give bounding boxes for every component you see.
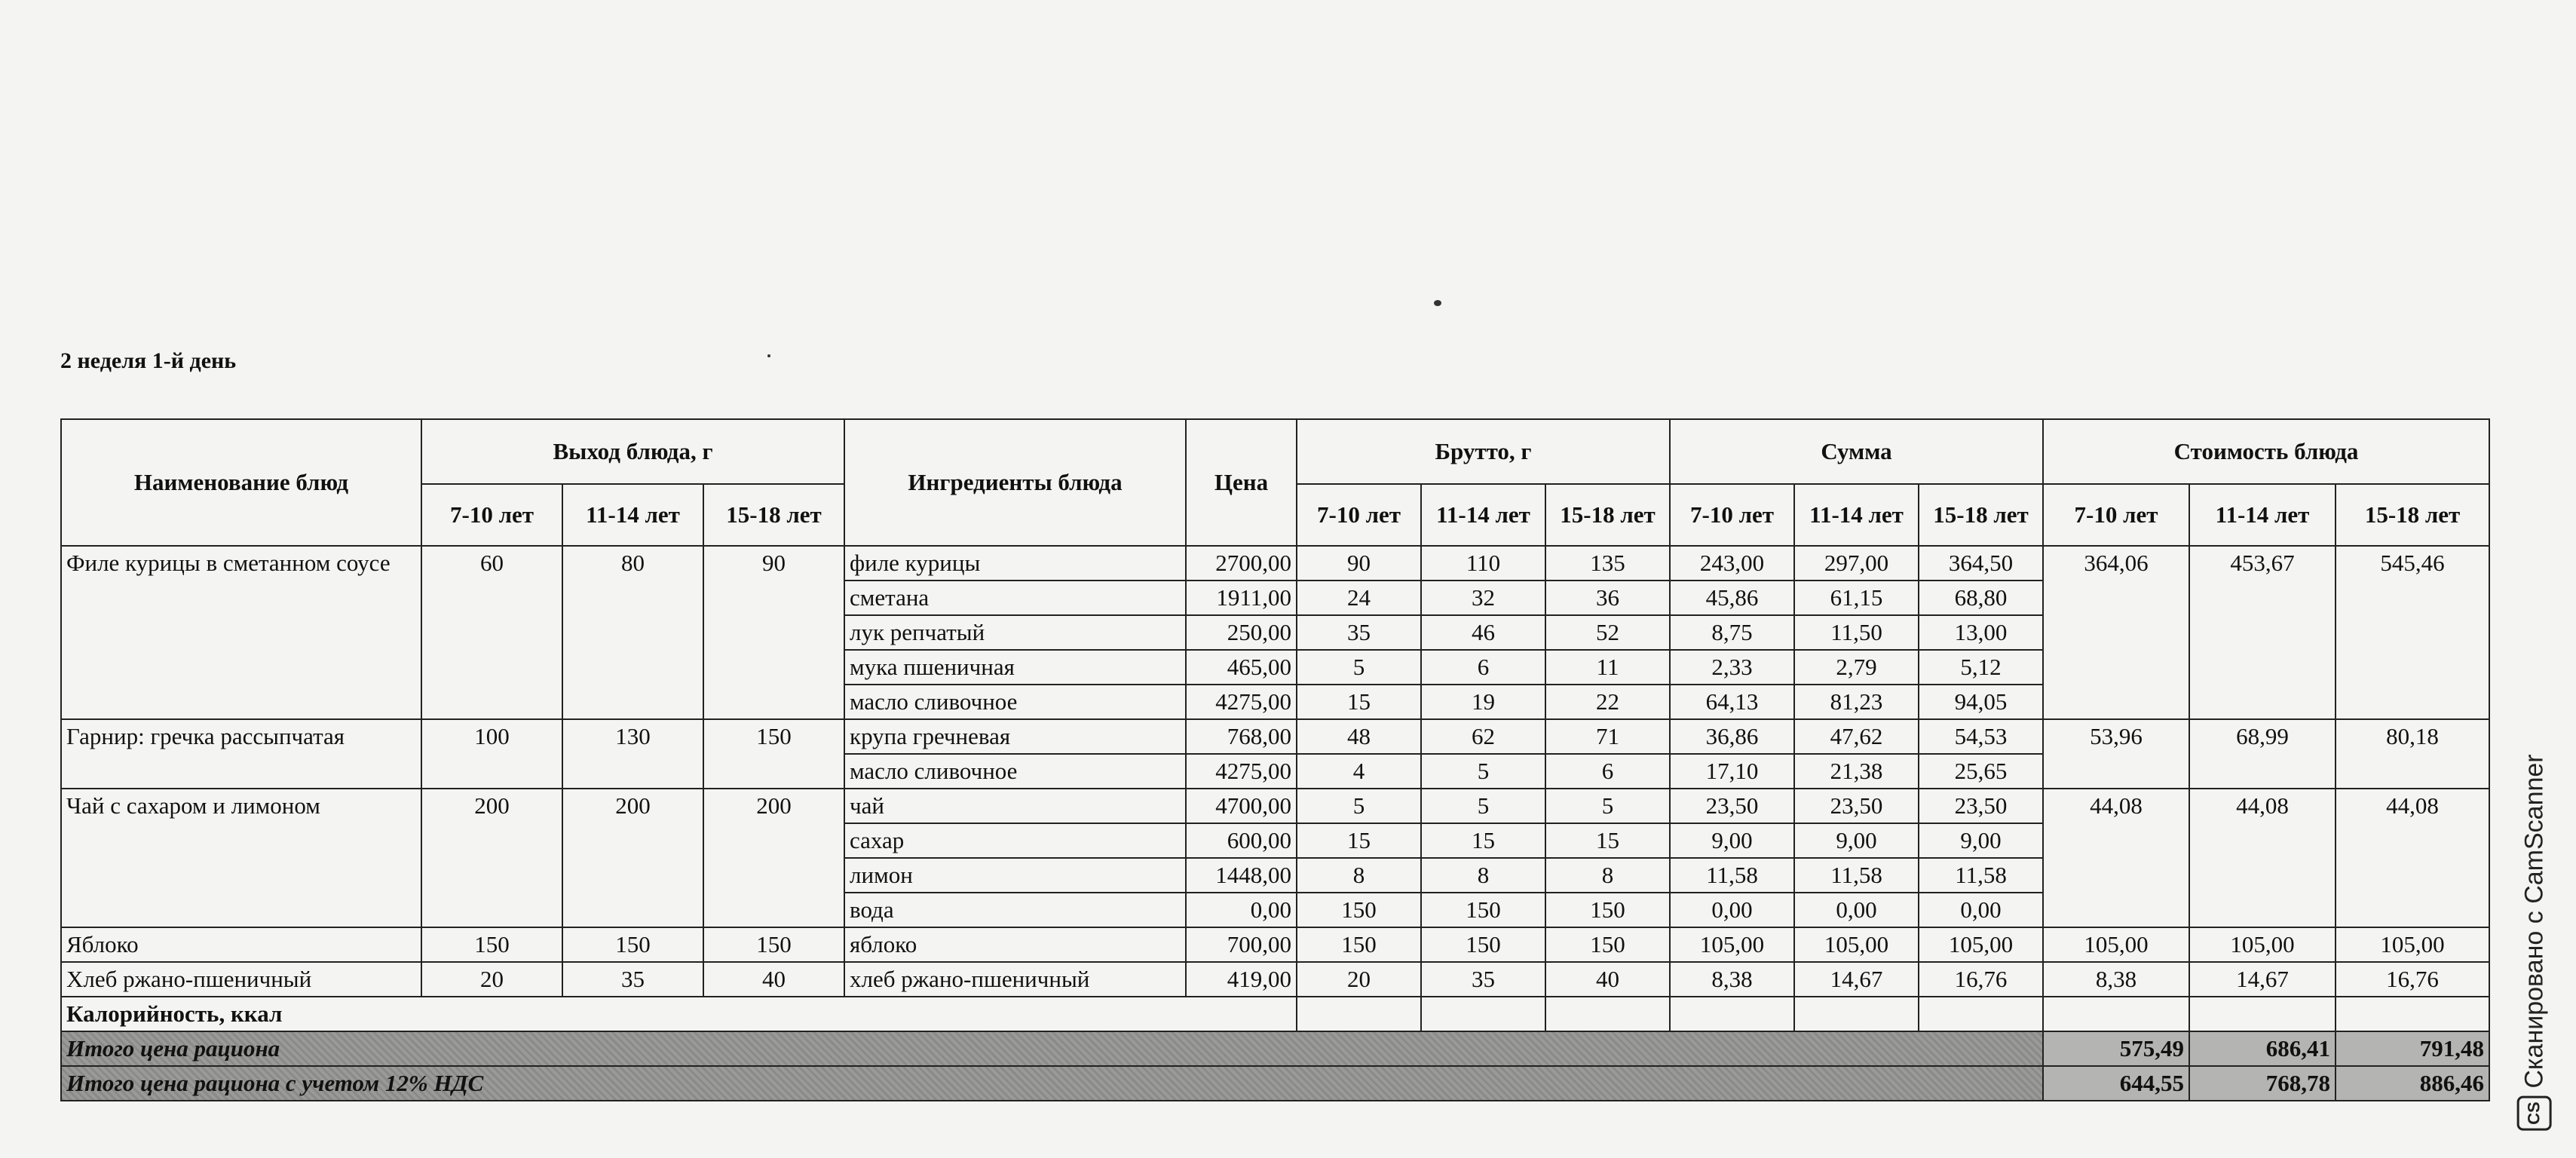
- dish-output: 150: [703, 927, 844, 962]
- ingredient-name: масло сливочное: [844, 754, 1186, 789]
- sum-cell: 2,33: [1670, 650, 1794, 685]
- header-age: 7-10 лет: [1670, 484, 1794, 546]
- dish-cost: 16,76: [2336, 962, 2489, 997]
- dish-output: 100: [421, 719, 562, 789]
- brutto-cell: 11: [1545, 650, 1670, 685]
- dish-cost: 105,00: [2336, 927, 2489, 962]
- dish-cost: 44,08: [2336, 789, 2489, 927]
- dish-output: 200: [703, 789, 844, 927]
- dish-output: 150: [421, 927, 562, 962]
- brutto-cell: 135: [1545, 546, 1670, 581]
- header-sum: Сумма: [1670, 419, 2043, 484]
- empty-cell: [1421, 997, 1545, 1031]
- dish-output: 80: [562, 546, 703, 719]
- header-age: 11-14 лет: [562, 484, 703, 546]
- sum-cell: 9,00: [1919, 823, 2043, 858]
- sum-cell: 25,65: [1919, 754, 2043, 789]
- sum-cell: 2,79: [1794, 650, 1919, 685]
- ingredient-price: 4275,00: [1186, 685, 1297, 719]
- brutto-cell: 150: [1297, 927, 1421, 962]
- brutto-cell: 6: [1421, 650, 1545, 685]
- sum-cell: 11,58: [1670, 858, 1794, 893]
- sum-cell: 16,76: [1919, 962, 2043, 997]
- header-cost: Стоимость блюда: [2043, 419, 2489, 484]
- brutto-cell: 15: [1545, 823, 1670, 858]
- header-age: 7-10 лет: [2043, 484, 2189, 546]
- brutto-cell: 5: [1421, 789, 1545, 823]
- dish-cost: 8,38: [2043, 962, 2189, 997]
- brutto-cell: 20: [1297, 962, 1421, 997]
- sum-cell: 105,00: [1794, 927, 1919, 962]
- empty-cell: [2189, 997, 2336, 1031]
- brutto-cell: 35: [1297, 615, 1421, 650]
- total-value: 686,41: [2189, 1031, 2336, 1066]
- header-age: 11-14 лет: [2189, 484, 2336, 546]
- dish-output: 90: [703, 546, 844, 719]
- ingredient-price: 768,00: [1186, 719, 1297, 754]
- header-age: 11-14 лет: [1794, 484, 1919, 546]
- sum-cell: 297,00: [1794, 546, 1919, 581]
- sum-cell: 54,53: [1919, 719, 2043, 754]
- ingredient-name: лимон: [844, 858, 1186, 893]
- sum-cell: 23,50: [1919, 789, 2043, 823]
- header-age: 11-14 лет: [1421, 484, 1545, 546]
- empty-cell: [2043, 997, 2189, 1031]
- scan-speck: [767, 354, 770, 357]
- sum-cell: 14,67: [1794, 962, 1919, 997]
- sum-cell: 105,00: [1919, 927, 2043, 962]
- sum-cell: 105,00: [1670, 927, 1794, 962]
- sum-cell: 81,23: [1794, 685, 1919, 719]
- header-ingredients: Ингредиенты блюда: [844, 419, 1186, 546]
- sum-cell: 11,58: [1794, 858, 1919, 893]
- brutto-cell: 150: [1545, 927, 1670, 962]
- brutto-cell: 6: [1545, 754, 1670, 789]
- brutto-cell: 4: [1297, 754, 1421, 789]
- dish-cost: 453,67: [2189, 546, 2336, 719]
- dish-cost: 53,96: [2043, 719, 2189, 789]
- header-age: 15-18 лет: [1919, 484, 2043, 546]
- dish-cost: 105,00: [2043, 927, 2189, 962]
- calories-label: Калорийность, ккал: [61, 997, 1297, 1031]
- ingredient-price: 0,00: [1186, 893, 1297, 927]
- ingredient-price: 600,00: [1186, 823, 1297, 858]
- brutto-cell: 150: [1545, 893, 1670, 927]
- sum-cell: 8,38: [1670, 962, 1794, 997]
- dish-output: 200: [562, 789, 703, 927]
- table-row: [61, 927, 2489, 962]
- dish-output: 130: [562, 719, 703, 789]
- brutto-cell: 110: [1421, 546, 1545, 581]
- sum-cell: 0,00: [1794, 893, 1919, 927]
- ingredient-name: крупа гречневая: [844, 719, 1186, 754]
- total-vat-value: 886,46: [2336, 1066, 2489, 1101]
- table-row: [61, 962, 2489, 997]
- ingredient-name: филе курицы: [844, 546, 1186, 581]
- table-row: [61, 789, 2489, 823]
- sum-cell: 94,05: [1919, 685, 2043, 719]
- dish-cost: 364,06: [2043, 546, 2189, 719]
- dish-name: Чай с сахаром и лимоном: [61, 789, 421, 927]
- ingredient-price: 2700,00: [1186, 546, 1297, 581]
- total-vat-value: 768,78: [2189, 1066, 2336, 1101]
- brutto-cell: 22: [1545, 685, 1670, 719]
- scan-speck: [1434, 300, 1441, 306]
- total-value: 791,48: [2336, 1031, 2489, 1066]
- brutto-cell: 71: [1545, 719, 1670, 754]
- ingredient-price: 1448,00: [1186, 858, 1297, 893]
- brutto-cell: 5: [1297, 650, 1421, 685]
- brutto-cell: 8: [1545, 858, 1670, 893]
- sum-cell: 64,13: [1670, 685, 1794, 719]
- dish-cost: 14,67: [2189, 962, 2336, 997]
- empty-cell: [1919, 997, 2043, 1031]
- dish-output: 20: [421, 962, 562, 997]
- ingredient-name: хлеб ржано-пшеничный: [844, 962, 1186, 997]
- sum-cell: 8,75: [1670, 615, 1794, 650]
- dish-output: 40: [703, 962, 844, 997]
- ingredient-price: 1911,00: [1186, 581, 1297, 615]
- ingredient-price: 700,00: [1186, 927, 1297, 962]
- total-label: Итого цена рациона: [61, 1031, 2043, 1066]
- total-value: 575,49: [2043, 1031, 2189, 1066]
- brutto-cell: 8: [1297, 858, 1421, 893]
- sum-cell: 21,38: [1794, 754, 1919, 789]
- empty-cell: [1670, 997, 1794, 1031]
- ingredient-name: вода: [844, 893, 1186, 927]
- dish-cost: 44,08: [2189, 789, 2336, 927]
- page-title: 2 неделя 1-й день: [60, 348, 237, 373]
- brutto-cell: 8: [1421, 858, 1545, 893]
- ingredient-name: сметана: [844, 581, 1186, 615]
- total-vat-row: [61, 1066, 2489, 1101]
- dish-output: 150: [562, 927, 703, 962]
- brutto-cell: 5: [1545, 789, 1670, 823]
- camscanner-logo-icon: CS: [2517, 1096, 2552, 1131]
- ingredient-price: 465,00: [1186, 650, 1297, 685]
- table-row: [61, 546, 2489, 581]
- sum-cell: 5,12: [1919, 650, 2043, 685]
- sum-cell: 47,62: [1794, 719, 1919, 754]
- sum-cell: 9,00: [1794, 823, 1919, 858]
- dish-output: 150: [703, 719, 844, 789]
- sum-cell: 17,10: [1670, 754, 1794, 789]
- brutto-cell: 150: [1421, 893, 1545, 927]
- sum-cell: 61,15: [1794, 581, 1919, 615]
- sum-cell: 0,00: [1670, 893, 1794, 927]
- sum-cell: 36,86: [1670, 719, 1794, 754]
- ingredient-price: 250,00: [1186, 615, 1297, 650]
- header-price: Цена: [1186, 419, 1297, 546]
- dish-name: Яблоко: [61, 927, 421, 962]
- brutto-cell: 32: [1421, 581, 1545, 615]
- ingredient-name: мука пшеничная: [844, 650, 1186, 685]
- watermark-text: Сканировано с CamScanner: [2519, 754, 2549, 1089]
- brutto-cell: 40: [1545, 962, 1670, 997]
- ingredient-name: чай: [844, 789, 1186, 823]
- dish-output: 60: [421, 546, 562, 719]
- dish-name: Филе курицы в сметанном соусе: [61, 546, 421, 719]
- brutto-cell: 46: [1421, 615, 1545, 650]
- sum-cell: 23,50: [1794, 789, 1919, 823]
- dish-cost: 44,08: [2043, 789, 2189, 927]
- table-row: [61, 719, 2489, 754]
- dish-output: 200: [421, 789, 562, 927]
- dish-output: 35: [562, 962, 703, 997]
- total-row: [61, 1031, 2489, 1066]
- ingredient-name: сахар: [844, 823, 1186, 858]
- dish-cost: 80,18: [2336, 719, 2489, 789]
- header-age: 15-18 лет: [1545, 484, 1670, 546]
- brutto-cell: 24: [1297, 581, 1421, 615]
- sum-cell: 364,50: [1919, 546, 2043, 581]
- ingredient-name: масло сливочное: [844, 685, 1186, 719]
- calories-row: [61, 997, 2489, 1031]
- empty-cell: [2336, 997, 2489, 1031]
- brutto-cell: 15: [1297, 823, 1421, 858]
- dish-name: Хлеб ржано-пшеничный: [61, 962, 421, 997]
- brutto-cell: 5: [1421, 754, 1545, 789]
- dish-cost: 105,00: [2189, 927, 2336, 962]
- header-output: Выход блюда, г: [421, 419, 844, 484]
- brutto-cell: 48: [1297, 719, 1421, 754]
- brutto-cell: 150: [1421, 927, 1545, 962]
- menu-table: [60, 418, 2490, 1101]
- sum-cell: 9,00: [1670, 823, 1794, 858]
- sum-cell: 11,50: [1794, 615, 1919, 650]
- sum-cell: 243,00: [1670, 546, 1794, 581]
- brutto-cell: 15: [1421, 823, 1545, 858]
- sum-cell: 11,58: [1919, 858, 2043, 893]
- empty-cell: [1794, 997, 1919, 1031]
- empty-cell: [1545, 997, 1670, 1031]
- brutto-cell: 52: [1545, 615, 1670, 650]
- total-vat-label: Итого цена рациона с учетом 12% НДС: [61, 1066, 2043, 1101]
- sum-cell: 13,00: [1919, 615, 2043, 650]
- brutto-cell: 62: [1421, 719, 1545, 754]
- total-vat-value: 644,55: [2043, 1066, 2189, 1101]
- ingredient-name: лук репчатый: [844, 615, 1186, 650]
- ingredient-price: 419,00: [1186, 962, 1297, 997]
- sum-cell: 45,86: [1670, 581, 1794, 615]
- header-dish: Наименование блюд: [61, 419, 421, 546]
- ingredient-name: яблоко: [844, 927, 1186, 962]
- camscanner-watermark: [2512, 743, 2557, 1142]
- brutto-cell: 35: [1421, 962, 1545, 997]
- brutto-cell: 19: [1421, 685, 1545, 719]
- dish-cost: 68,99: [2189, 719, 2336, 789]
- header-age: 7-10 лет: [1297, 484, 1421, 546]
- ingredient-price: 4275,00: [1186, 754, 1297, 789]
- brutto-cell: 36: [1545, 581, 1670, 615]
- dish-cost: 545,46: [2336, 546, 2489, 719]
- ingredient-price: 4700,00: [1186, 789, 1297, 823]
- empty-cell: [1297, 997, 1421, 1031]
- sum-cell: 0,00: [1919, 893, 2043, 927]
- sum-cell: 23,50: [1670, 789, 1794, 823]
- brutto-cell: 15: [1297, 685, 1421, 719]
- dish-name: Гарнир: гречка рассыпчатая: [61, 719, 421, 789]
- brutto-cell: 90: [1297, 546, 1421, 581]
- header-age: 15-18 лет: [2336, 484, 2489, 546]
- sum-cell: 68,80: [1919, 581, 2043, 615]
- header-age: 7-10 лет: [421, 484, 562, 546]
- brutto-cell: 150: [1297, 893, 1421, 927]
- header-brutto: Брутто, г: [1297, 419, 1670, 484]
- brutto-cell: 5: [1297, 789, 1421, 823]
- header-age: 15-18 лет: [703, 484, 844, 546]
